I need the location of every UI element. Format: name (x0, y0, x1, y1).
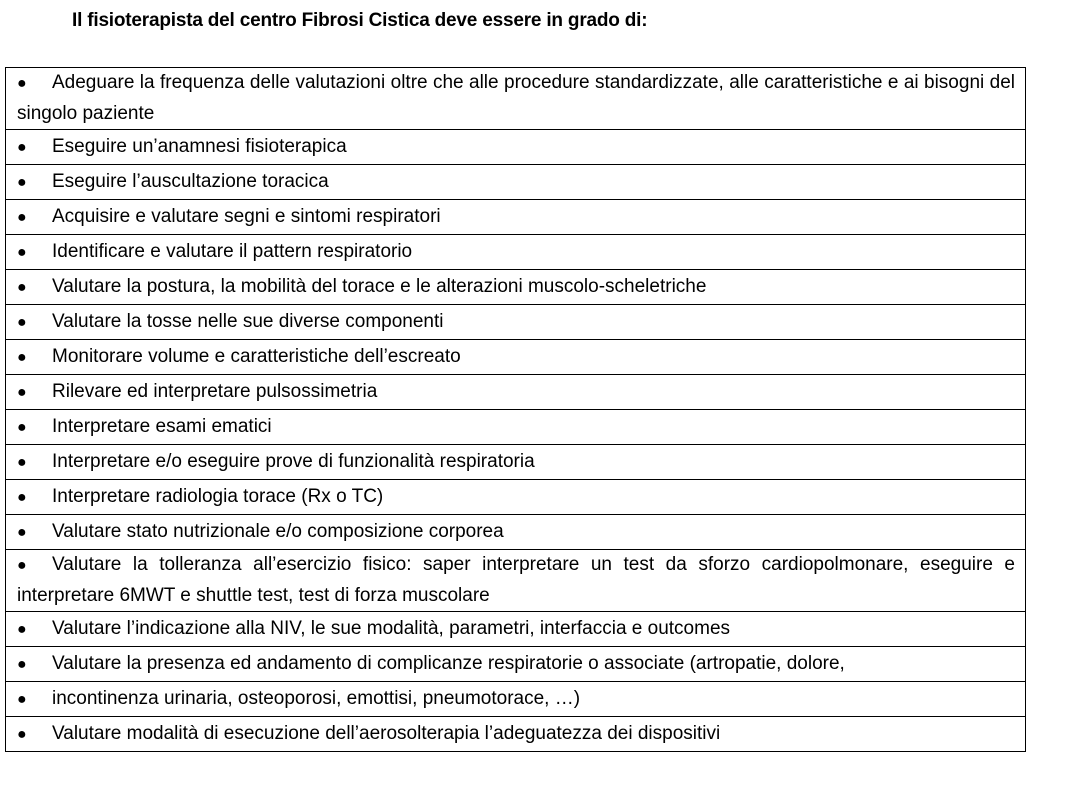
bullet-icon: ● (17, 453, 27, 471)
list-item (6, 445, 1026, 480)
item-text: Adeguare la frequenza delle valutazioni oltre che alle procedure standardizzate, alle caratteristiche e ai bisogni del singolo paziente (17, 72, 1015, 124)
table-row (6, 647, 1026, 682)
list-item (6, 375, 1026, 410)
list-item (6, 305, 1026, 340)
bullet-icon: ● (17, 488, 27, 506)
item-text: Interpretare e/o eseguire prove di funzionalità respiratoria (52, 450, 535, 472)
bullet-icon: ● (17, 655, 27, 673)
bullet-icon: ● (17, 208, 27, 226)
bullet-icon: ● (17, 173, 27, 191)
list-item (6, 165, 1026, 200)
bullet-icon: ● (17, 348, 27, 366)
list-item (6, 550, 1026, 612)
item-text: Valutare l’indicazione alla NIV, le sue modalità, parametri, interfaccia e outcomes (52, 617, 731, 639)
list-item (6, 270, 1026, 305)
item-text: Valutare stato nutrizionale e/o composizione corporea (52, 520, 504, 542)
table-row (6, 235, 1026, 270)
bullet-icon: ● (17, 523, 27, 541)
table-row (6, 515, 1026, 550)
item-text: Interpretare esami ematici (52, 415, 272, 437)
table-row (6, 165, 1026, 200)
table-row (6, 480, 1026, 515)
table-row (6, 375, 1026, 410)
bullet-icon: ● (17, 313, 27, 331)
list-item (6, 612, 1026, 647)
table-row (6, 682, 1026, 717)
bullet-icon: ● (17, 557, 27, 574)
item-text: Eseguire un’anamnesi fisioterapica (52, 135, 347, 157)
bullet-icon: ● (17, 383, 27, 401)
list-item (6, 130, 1026, 165)
list-item (6, 200, 1026, 235)
item-text: Valutare modalità di esecuzione dell’aerosolterapia l’adeguatezza dei dispositivi (52, 722, 721, 744)
table-row (6, 717, 1026, 752)
list-item (6, 340, 1026, 375)
table-row (6, 612, 1026, 647)
page-title: Il fisioterapista del centro Fibrosi Cistica deve essere in grado di: (72, 10, 648, 31)
list-item (6, 717, 1026, 752)
list-item (6, 235, 1026, 270)
bullet-icon: ● (17, 418, 27, 436)
item-text: Valutare la tosse nelle sue diverse componenti (52, 310, 444, 332)
item-text: Monitorare volume e caratteristiche dell’escreato (52, 345, 461, 367)
item-text: Valutare la tolleranza all’esercizio fisico: saper interpretare un test da sforzo cardiopolmonare, eseguire e interpretare 6MWT e shuttle test, test di forza muscolare (17, 554, 1015, 606)
item-text: Acquisire e valutare segni e sintomi respiratori (52, 205, 441, 227)
bullet-icon: ● (17, 690, 27, 708)
list-item (6, 410, 1026, 445)
item-text: incontinenza urinaria, osteoporosi, emottisi, pneumotorace, …) (52, 687, 581, 709)
table-row (6, 200, 1026, 235)
item-text: Rilevare ed interpretare pulsossimetria (52, 380, 378, 402)
table-row (6, 340, 1026, 375)
list-item (6, 682, 1026, 717)
bullet-icon: ● (17, 75, 27, 92)
list-item (6, 480, 1026, 515)
table-row (6, 550, 1026, 612)
item-text: Valutare la presenza ed andamento di complicanze respiratorie o associate (artropatie, dolore, (52, 652, 845, 674)
table-row (6, 305, 1026, 340)
table-row (6, 68, 1026, 130)
table-row (6, 410, 1026, 445)
competency-table (5, 67, 1026, 752)
bullet-icon: ● (17, 725, 27, 743)
bullet-icon: ● (17, 620, 27, 638)
item-text: Identificare e valutare il pattern respiratorio (52, 240, 413, 262)
bullet-icon: ● (17, 243, 27, 261)
item-text: Eseguire l’auscultazione toracica (52, 170, 329, 192)
list-item (6, 647, 1026, 682)
bullet-icon: ● (17, 138, 27, 156)
list-item (6, 68, 1026, 130)
item-text: Interpretare radiologia torace (Rx o TC) (52, 485, 384, 507)
table-row (6, 270, 1026, 305)
table-row (6, 130, 1026, 165)
table-row (6, 445, 1026, 480)
list-item (6, 515, 1026, 550)
item-text: Valutare la postura, la mobilità del torace e le alterazioni muscolo-scheletriche (52, 275, 707, 297)
bullet-icon: ● (17, 278, 27, 296)
